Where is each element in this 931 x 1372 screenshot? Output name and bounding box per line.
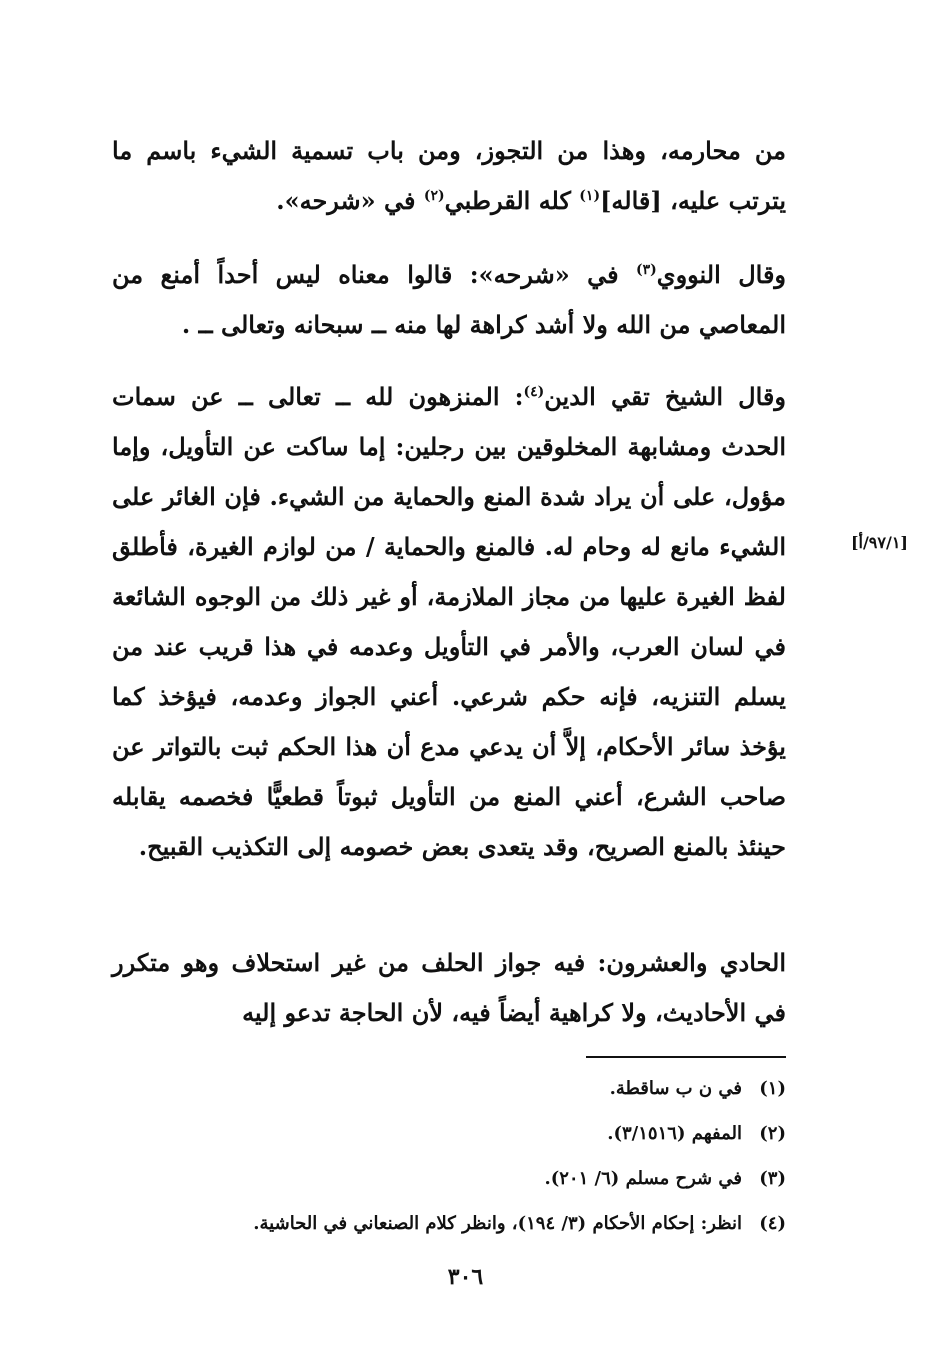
footnote-ref[interactable]: (١)	[579, 188, 601, 204]
paragraph-text: كله القرطبي	[444, 186, 580, 215]
footnote-number: (٤)	[759, 1213, 786, 1234]
paragraph-text: فيه جواز الحلف من غير استحلاف وهو متكرر في الأحاديث، ولا كراهية أيضاً فيه، لأن الحاجة تدعو إليه	[112, 948, 786, 1027]
footnote-text: في شرح مسلم (٦/ ٢٠١).	[544, 1168, 742, 1189]
footnote-ref[interactable]: (٣)	[636, 262, 657, 278]
footnote-text: انظر: إحكام الأحكام (٣/ ١٩٤)، وانظر كلام الصنعاني في الحاشية.	[253, 1213, 742, 1234]
footnote-3	[112, 1156, 786, 1201]
footnote-ref[interactable]: (٢)	[423, 188, 445, 204]
footnote-ref[interactable]: (٤)	[523, 384, 545, 400]
paragraph-3	[112, 372, 786, 872]
paragraph-text: في «شرحه».	[276, 186, 424, 215]
margin-manuscript-ref: [٩٧/١/أ]	[850, 533, 908, 552]
paragraph-4	[112, 938, 786, 1038]
paragraph-text: وقال النووي	[656, 260, 787, 289]
paragraph-text: من محارمه، وهذا من التجوز، ومن باب تسمية الشيء باسم ما يترتب عليه، [قاله]	[112, 136, 786, 215]
footnote-number: (٣)	[759, 1168, 786, 1189]
footnotes	[112, 1066, 786, 1246]
footnote-text: في ن ب ساقطة.	[609, 1078, 742, 1099]
paragraph-text: : المنزهون لله ــ تعالى ــ عن سمات الحدث ومشابهة المخلوقين بين رجلين: إما ساكت عن التأويل، وإما مؤول، على أن يراد شدة المنع والحماية من الشيء. فإن الغائر على الشيء مانع له وحام له. فالمنع والحماية / من لوازم الغيرة، فأطلق لفظ الغيرة عليها من مجاز الملازمة، أو غير ذلك من الوجوه الشائعة في لسان العرب، والأمر في التأويل وعدمه في هذا قريب عند من يسلم التنزيه، فإنه حكم شرعي. أعني الجواز وعدمه، فيؤخذ كما يؤخذ سائر الأحكام، إلاَّ أن يدعي مدع أن هذا الحكم ثبت بالتواتر عن صاحب الشرع، أعني المنع من التأويل ثبوتاً قطعيًّا فخصمه يقابله حينئذ بالمنع الصريح، وقد يتعدى بعض خصومه إلى التكذيب القبيح.	[112, 382, 787, 861]
footnote-2	[112, 1111, 786, 1156]
section-lead: الحادي والعشرون:	[597, 948, 786, 977]
footnote-1	[112, 1066, 786, 1111]
paragraph-2	[112, 250, 786, 350]
footnote-number: (١)	[759, 1078, 786, 1099]
page-number: ٣٠٦	[447, 1264, 484, 1290]
paragraph-text: وقال الشيخ تقي الدين	[544, 382, 786, 411]
paragraph-1	[112, 126, 786, 226]
footnote-text: المفهم (٣/١٥١٦).	[607, 1123, 742, 1144]
footnote-number: (٢)	[759, 1123, 786, 1144]
paragraph-text: في «شرحه»: قالوا معناه ليس أحداً أمنع من المعاصي من الله ولا أشد كراهة لها منه ــ سبحانه وتعالى ــ .	[112, 260, 786, 339]
footnote-divider	[586, 1056, 786, 1058]
footnote-4	[112, 1201, 786, 1246]
